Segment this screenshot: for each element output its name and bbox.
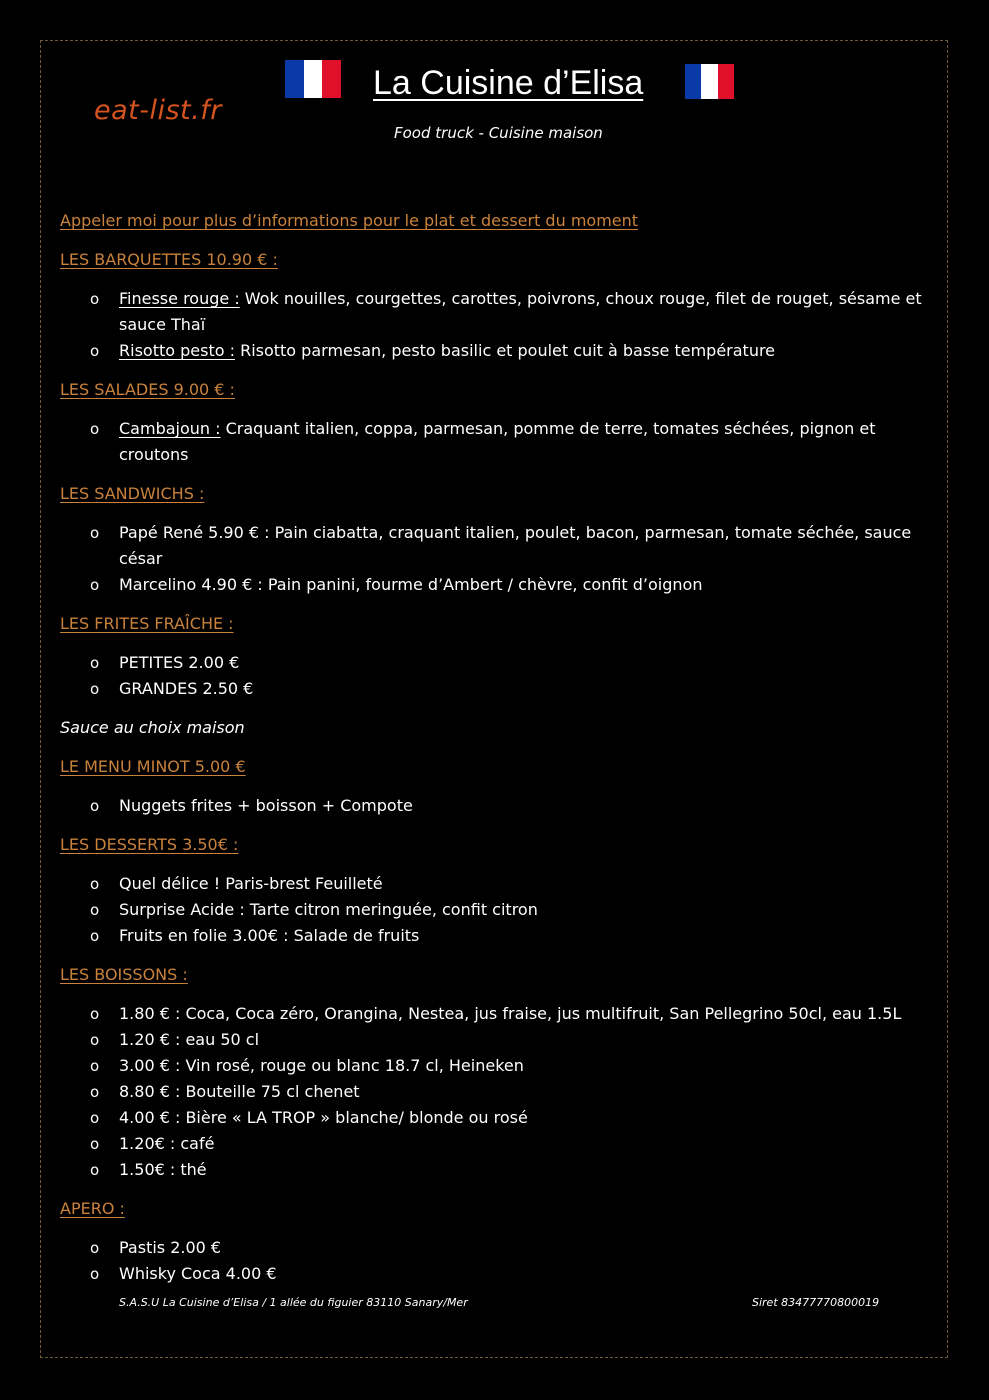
- list-boissons: [60, 1001, 930, 1183]
- watermark: eat-list.fr: [94, 95, 222, 126]
- intro-text: Appeler moi pour plus d’informations pour le plat et dessert du moment: [60, 211, 639, 230]
- footer-address: S.A.S.U La Cuisine d’Elisa / 1 allée du figuier 83110 Sanary/Mer: [119, 1296, 468, 1309]
- footer-siret: Siret 83477770800019: [752, 1296, 880, 1309]
- item-name: Cambajoun :: [119, 419, 221, 438]
- section-heading-barquettes: LES BARQUETTES 10.90 € :: [60, 250, 278, 269]
- list-item: o 3.00 € : Vin rosé, rouge ou blanc 18.7 cl, Heineken: [60, 1053, 930, 1079]
- list-item: o 1.80 € : Coca, Coca zéro, Orangina, Nestea, jus fraise, jus multifruit, San Pellegrino 50cl, eau 1.5L: [60, 1001, 930, 1027]
- list-item: o 4.00 € : Bière « LA TROP » blanche/ blonde ou rosé: [60, 1105, 930, 1131]
- list-salades: [60, 416, 930, 468]
- list-apero: [60, 1235, 930, 1287]
- menu-content: [60, 208, 930, 1287]
- list-item: o Whisky Coca 4.00 €: [60, 1261, 930, 1287]
- list-item: o 1.50€ : thé: [60, 1157, 930, 1183]
- list-item: o Marcelino 4.90 € : Pain panini, fourme d’Ambert / chèvre, confit d’oignon: [60, 572, 930, 598]
- list-sandwichs: [60, 520, 930, 598]
- item-desc: Wok nouilles, courgettes, carottes, poivrons, choux rouge, filet de rouget, sésame et sauce Thaï: [119, 289, 922, 334]
- sauce-note: Sauce au choix maison: [60, 718, 245, 737]
- list-item: o 8.80 € : Bouteille 75 cl chenet: [60, 1079, 930, 1105]
- list-item: [60, 338, 930, 364]
- french-flag-icon: [685, 64, 734, 99]
- item-name: Finesse rouge :: [119, 289, 240, 308]
- list-item: o Papé René 5.90 € : Pain ciabatta, craquant italien, poulet, bacon, parmesan, tomate séchée, sauce césar: [60, 520, 930, 572]
- list-item: o Fruits en folie 3.00€ : Salade de fruits: [60, 923, 930, 949]
- list-item: o Pastis 2.00 €: [60, 1235, 930, 1261]
- section-heading-minot: LE MENU MINOT 5.00 €: [60, 757, 246, 776]
- page-title: La Cuisine d’Elisa: [373, 64, 644, 102]
- section-heading-apero: APERO :: [60, 1199, 125, 1218]
- list-item: [60, 286, 930, 338]
- item-desc: Risotto parmesan, pesto basilic et poulet cuit à basse température: [234, 341, 776, 360]
- list-frites: [60, 650, 930, 702]
- list-item: o 1.20 € : eau 50 cl: [60, 1027, 930, 1053]
- french-flag-icon: [285, 60, 341, 98]
- item-desc: Craquant italien, coppa, parmesan, pomme de terre, tomates séchées, pignon et croutons: [119, 419, 876, 464]
- list-item: o Quel délice ! Paris-brest Feuilleté: [60, 871, 930, 897]
- section-heading-salades: LES SALADES 9.00 € :: [60, 380, 235, 399]
- item-name: Risotto pesto :: [119, 341, 235, 360]
- list-item: [60, 416, 930, 468]
- list-barquettes: [60, 286, 930, 364]
- list-desserts: [60, 871, 930, 949]
- list-item: o 1.20€ : café: [60, 1131, 930, 1157]
- list-item: o Surprise Acide : Tarte citron meringuée, confit citron: [60, 897, 930, 923]
- list-item: o GRANDES 2.50 €: [60, 676, 930, 702]
- list-item: o PETITES 2.00 €: [60, 650, 930, 676]
- section-heading-frites: LES FRITES FRAÎCHE :: [60, 614, 234, 633]
- subtitle: Food truck - Cuisine maison: [394, 124, 603, 142]
- section-heading-desserts: LES DESSERTS 3.50€ :: [60, 835, 239, 854]
- section-heading-sandwichs: LES SANDWICHS :: [60, 484, 205, 503]
- section-heading-boissons: LES BOISSONS :: [60, 965, 188, 984]
- list-minot: [60, 793, 930, 819]
- list-item: o Nuggets frites + boisson + Compote: [60, 793, 930, 819]
